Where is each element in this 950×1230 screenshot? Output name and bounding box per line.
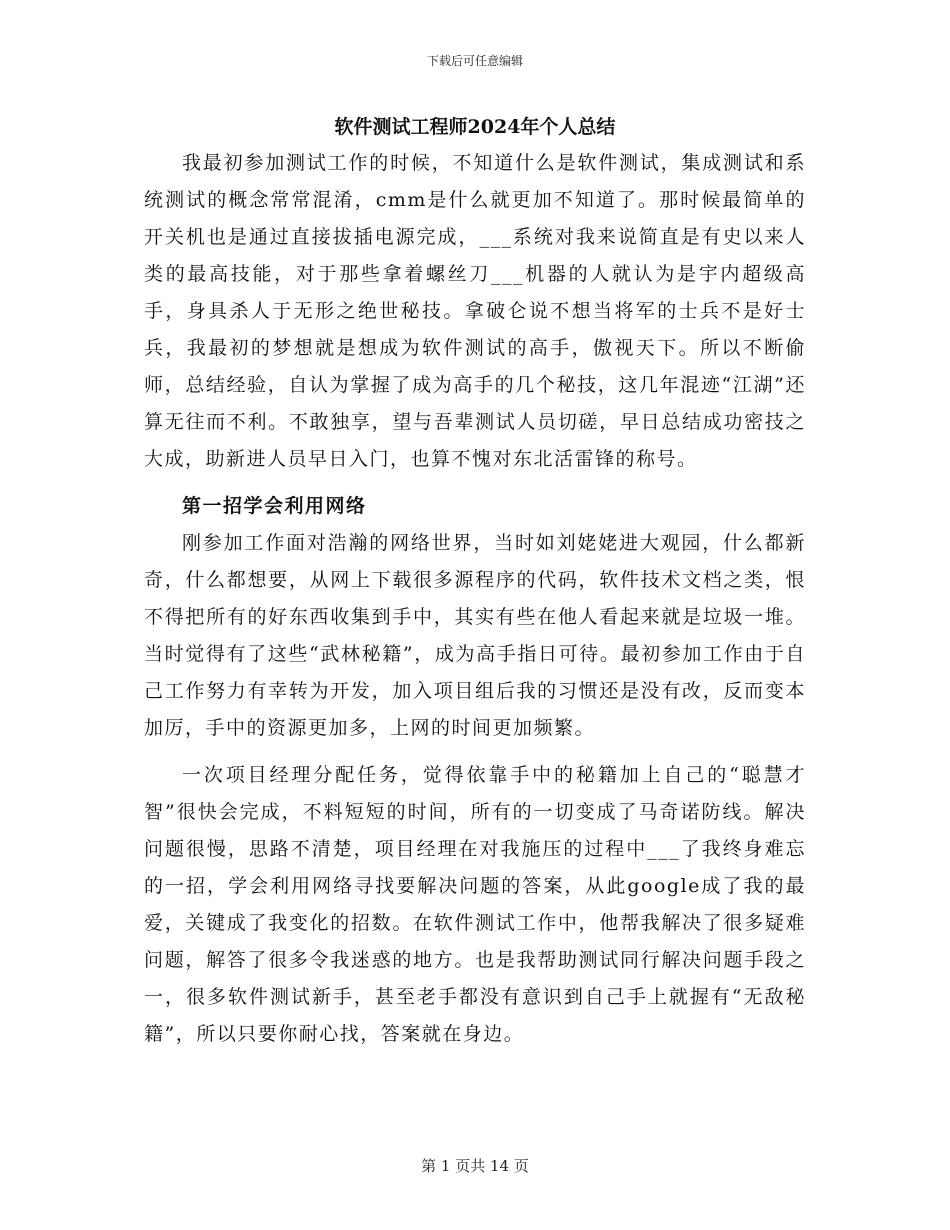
paragraph-spacer <box>144 747 806 757</box>
section1-paragraph-1: 刚参加工作面对浩瀚的网络世界，当时如刘姥姥进大观园，什么都新奇，什么都想要，从网上下载很多源程序的代码，软件技术文档之类，恨不得把所有的好东西收集到手中，其实有些在他人看起来就是垃圾一堆。当时觉得有了这些“武林秘籍”，成为高手指日可待。最初参加工作由于自己工作努力有幸转为开发，加入项目组后我的习惯还是没有改，反而变本加厉，手中的资源更加多，上网的时间更加频繁。 <box>144 532 806 739</box>
page-header-note: 下载后可任意编辑 <box>426 54 523 68</box>
section1-heading: 第一招学会利用网络 <box>182 495 367 517</box>
document-body <box>144 109 806 1053</box>
page-number-footer: 第 1 页共 14 页 <box>421 1157 529 1175</box>
section-spacer <box>144 478 806 488</box>
section1-paragraph-2: 一次项目经理分配任务，觉得依靠手中的秘籍加上自己的“聪慧才智”很快会完成，不料短短的时间，所有的一切变成了马奇诺防线。解决问题很慢，思路不清楚，项目经理在对我施压的过程中___了我终身难忘的一招，学会利用网络寻找要解决问题的答案，从此google成了我的最爱，关键成了我变化的招数。在软件测试工作中，他帮我解决了很多疑难问题，解答了很多令我迷惑的地方。也是我帮助测试同行解决问题手段之一，很多软件测试新手，甚至老手都没有意识到自己手上就握有“无敌秘籍”，所以只要你耐心找，答案就在身边。 <box>144 764 806 1045</box>
intro-paragraph: 我最初参加测试工作的时候，不知道什么是软件测试，集成测试和系统测试的概念常常混淆，cmm是什么就更加不知道了。那时候最简单的开关机也是通过直接拔插电源完成，___系统对我来说简直是有史以来人类的最高技能，对于那些拿着螺丝刀___机器的人就认为是宇内超级高手，身具杀人于无形之绝世秘技。拿破仑说不想当将军的士兵不是好士兵，我最初的梦想就是想成为软件测试的高手，傲视天下。所以不断偷师，总结经验，自认为掌握了成为高手的几个秘技，这几年混迹“江湖”还算无往而不利。不敢独享，望与吾辈测试人员切磋，早日总结成功密技之大成，助新进人员早日入门，也算不愧对东北活雷锋的称号。 <box>144 152 806 470</box>
document-title: 软件测试工程师2024年个人总结 <box>334 116 616 138</box>
